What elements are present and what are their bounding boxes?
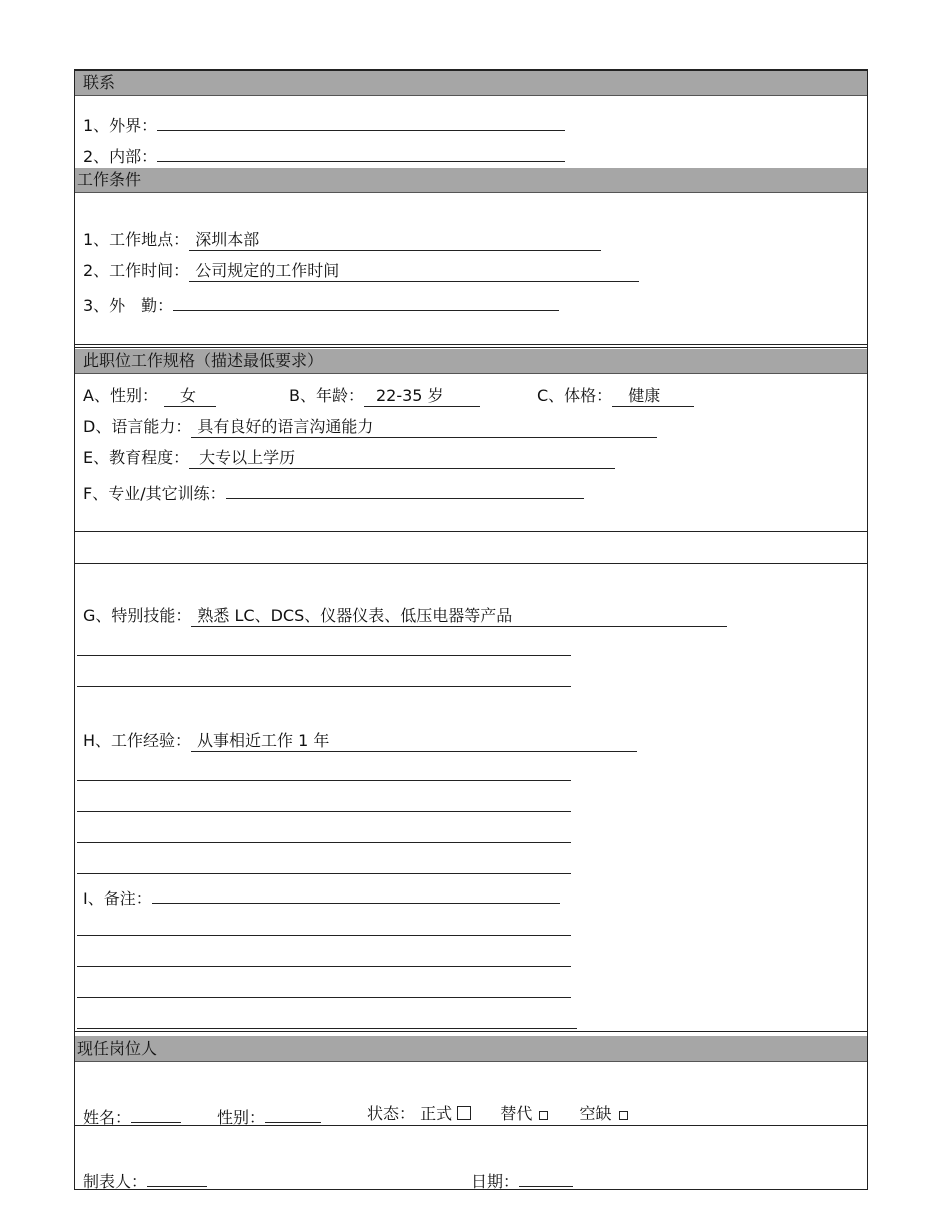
contact-header-text: 联系 [83,73,116,92]
spec-skills-row [83,606,727,627]
blank-line[interactable] [77,842,571,843]
skills-label: G、特别技能： [83,606,192,625]
blank-line[interactable] [77,997,571,998]
spec-training-row [83,480,584,504]
experience-field[interactable] [191,731,637,752]
date-field[interactable] [519,1168,573,1187]
divider [75,344,867,345]
age-group [289,386,480,407]
section-header-conditions [75,168,867,193]
education-value: 大专以上学历 [199,448,296,467]
date-label: 日期： [471,1172,520,1191]
physique-label: C、体格： [537,386,613,405]
date-group [471,1168,573,1192]
status-formal-checkbox[interactable] [457,1106,471,1120]
divider [75,531,867,532]
job-description-form [74,69,868,1190]
incumbent-name-label: 姓名： [83,1108,132,1127]
conditions-hours-row [83,261,639,282]
contact-internal-label: 2、内部： [83,147,158,166]
divider [75,347,867,348]
gender-field[interactable] [164,386,216,407]
physique-value: 健康 [628,386,661,405]
status-vacant-checkbox[interactable] [619,1111,628,1120]
location-field[interactable] [189,230,601,251]
spec-language-row [83,417,657,438]
training-label: F、专业/其它训练： [83,484,226,503]
divider [75,563,867,564]
hours-field[interactable] [189,261,639,282]
footer-row [83,1168,520,1192]
hours-label: 2、工作时间： [83,261,190,280]
status-vacant-label: 空缺 [579,1104,612,1123]
location-value: 深圳本部 [195,230,260,249]
contact-internal-row [83,143,565,167]
preparer-field[interactable] [147,1168,207,1187]
blank-line[interactable] [77,686,571,687]
physique-field[interactable] [612,386,694,407]
incumbent-status-group [367,1104,628,1124]
incumbent-header-text: 现任岗位人 [77,1039,158,1058]
training-field[interactable] [226,480,584,499]
section-header-spec [75,349,867,374]
blank-line[interactable] [77,811,571,812]
gender-value: 女 [179,386,196,405]
divider [75,1031,867,1032]
education-field[interactable] [189,448,615,469]
hours-value: 公司规定的工作时间 [195,261,340,280]
section-header-incumbent [75,1036,867,1062]
blank-line[interactable] [77,873,571,874]
contact-external-field[interactable] [157,112,565,131]
language-label: D、语言能力： [83,417,192,436]
education-label: E、教育程度： [83,448,190,467]
section-header-contact [75,71,867,96]
spec-education-row [83,448,615,469]
contact-external-label: 1、外界： [83,116,158,135]
skills-value: 熟悉 LC、DCS、仪器仪表、低压电器等产品 [197,606,513,625]
spec-basic-row [83,386,661,407]
language-value: 具有良好的语言沟通能力 [197,417,374,436]
gender-label: A、性别： [83,386,158,405]
blank-line[interactable] [77,780,571,781]
language-field[interactable] [191,417,657,438]
status-substitute-checkbox[interactable] [539,1111,548,1120]
fieldwork-field[interactable] [173,292,559,311]
skills-field[interactable] [191,606,727,627]
fieldwork-label: 3、外 勤： [83,296,174,315]
remarks-field[interactable] [152,885,560,904]
age-value: 22-35 岁 [375,386,444,405]
blank-line[interactable] [77,966,571,967]
physique-group [537,386,694,407]
status-label: 状态： [367,1104,416,1123]
blank-line[interactable] [77,1028,577,1029]
age-label: B、年龄： [289,386,364,405]
experience-value: 从事相近工作 1 年 [197,731,330,750]
blank-line[interactable] [77,655,571,656]
contact-internal-field[interactable] [157,143,565,162]
age-field[interactable] [364,386,480,407]
status-formal-label: 正式 [420,1104,453,1123]
location-label: 1、工作地点： [83,230,190,249]
conditions-location-row [83,230,601,251]
status-substitute-label: 替代 [500,1104,533,1123]
blank-line[interactable] [77,935,571,936]
incumbent-gender-field[interactable] [265,1104,321,1123]
incumbent-gender-label: 性别： [217,1108,266,1127]
remarks-label: I、备注： [83,889,152,908]
conditions-fieldwork-row [83,292,559,316]
conditions-header-text: 工作条件 [77,170,142,189]
spec-header-text: 此职位工作规格（描述最低要求） [83,351,324,370]
contact-external-row [83,112,565,136]
incumbent-name-field[interactable] [131,1104,181,1123]
spec-remarks-row [83,885,560,909]
experience-label: H、工作经验： [83,731,192,750]
preparer-label: 制表人： [83,1172,148,1191]
divider [75,1125,867,1126]
spec-experience-row [83,731,637,752]
